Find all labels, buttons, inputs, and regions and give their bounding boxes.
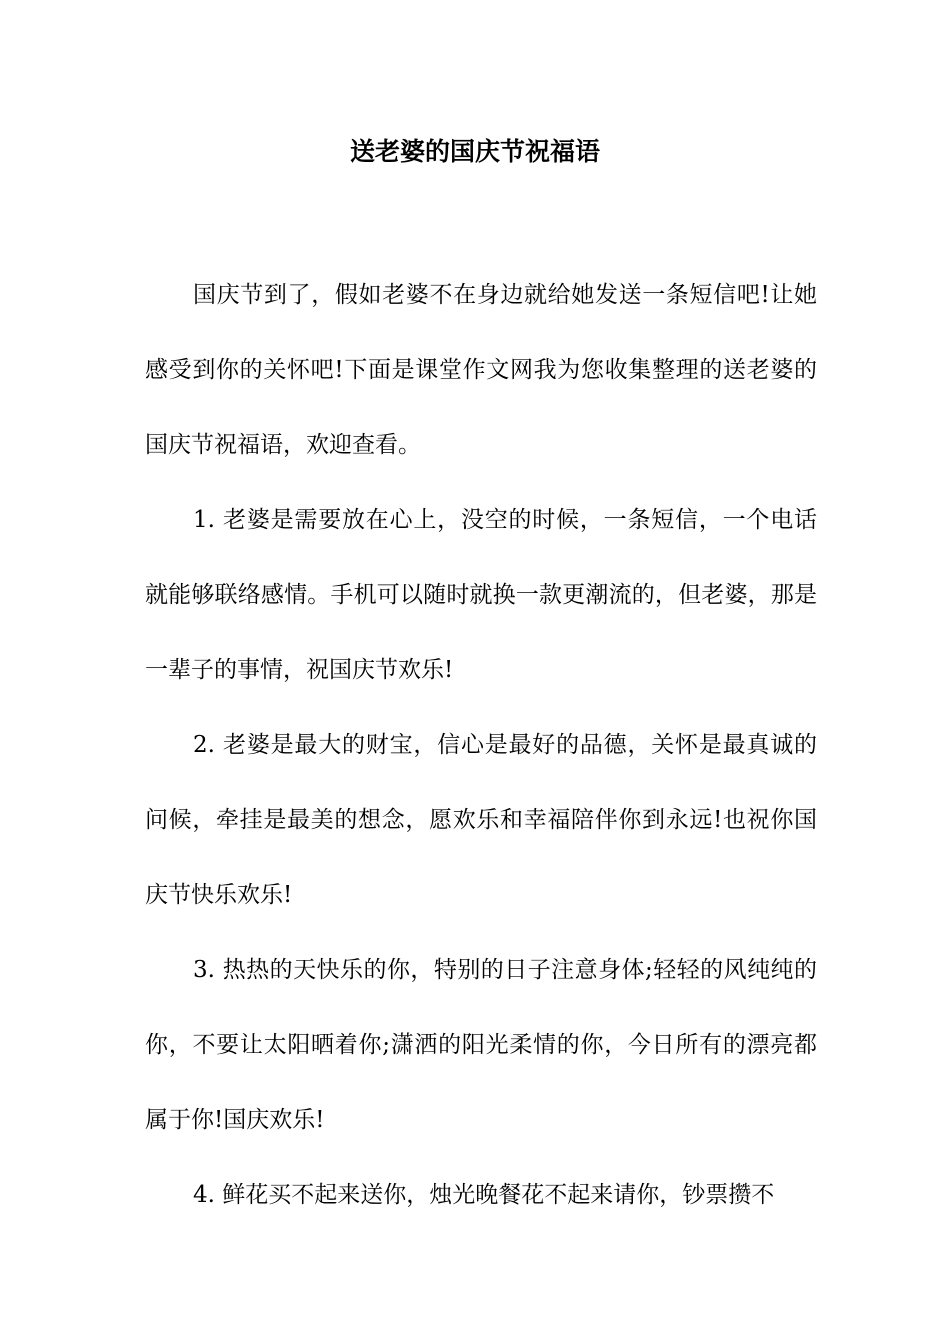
wish-paragraph-2: 2. 老婆是最大的财宝，信心是最好的品德，关怀是最真诚的问候，牵挂是最美的想念，愿欢乐和幸福陪伴你到永远!也祝你国庆节快乐欢乐! [145,732,817,908]
wish-paragraph-1: 1. 老婆是需要放在心上，没空的时候，一条短信，一个电话就能够联络感情。手机可以随时就换一款更潮流的，但老婆，那是一辈子的事情，祝国庆节欢乐! [145,507,817,683]
intro-paragraph: 国庆节到了，假如老婆不在身边就给她发送一条短信吧!让她感受到你的关怀吧!下面是课堂作文网我为您收集整理的送老婆的国庆节祝福语，欢迎查看。 [145,282,817,458]
document-title: 送老婆的国庆节祝福语 [349,137,600,166]
document-body [145,258,817,1233]
wish-paragraph-4: 4. 鲜花买不起来送你，烛光晚餐花不起来请你，钞票攒不 [193,1182,775,1208]
wish-paragraph-3: 3. 热热的天快乐的你，特别的日子注意身体;轻轻的风纯纯的你，不要让太阳晒着你;潇洒的阳光柔情的你，今日所有的漂亮都属于你!国庆欢乐! [145,957,817,1133]
